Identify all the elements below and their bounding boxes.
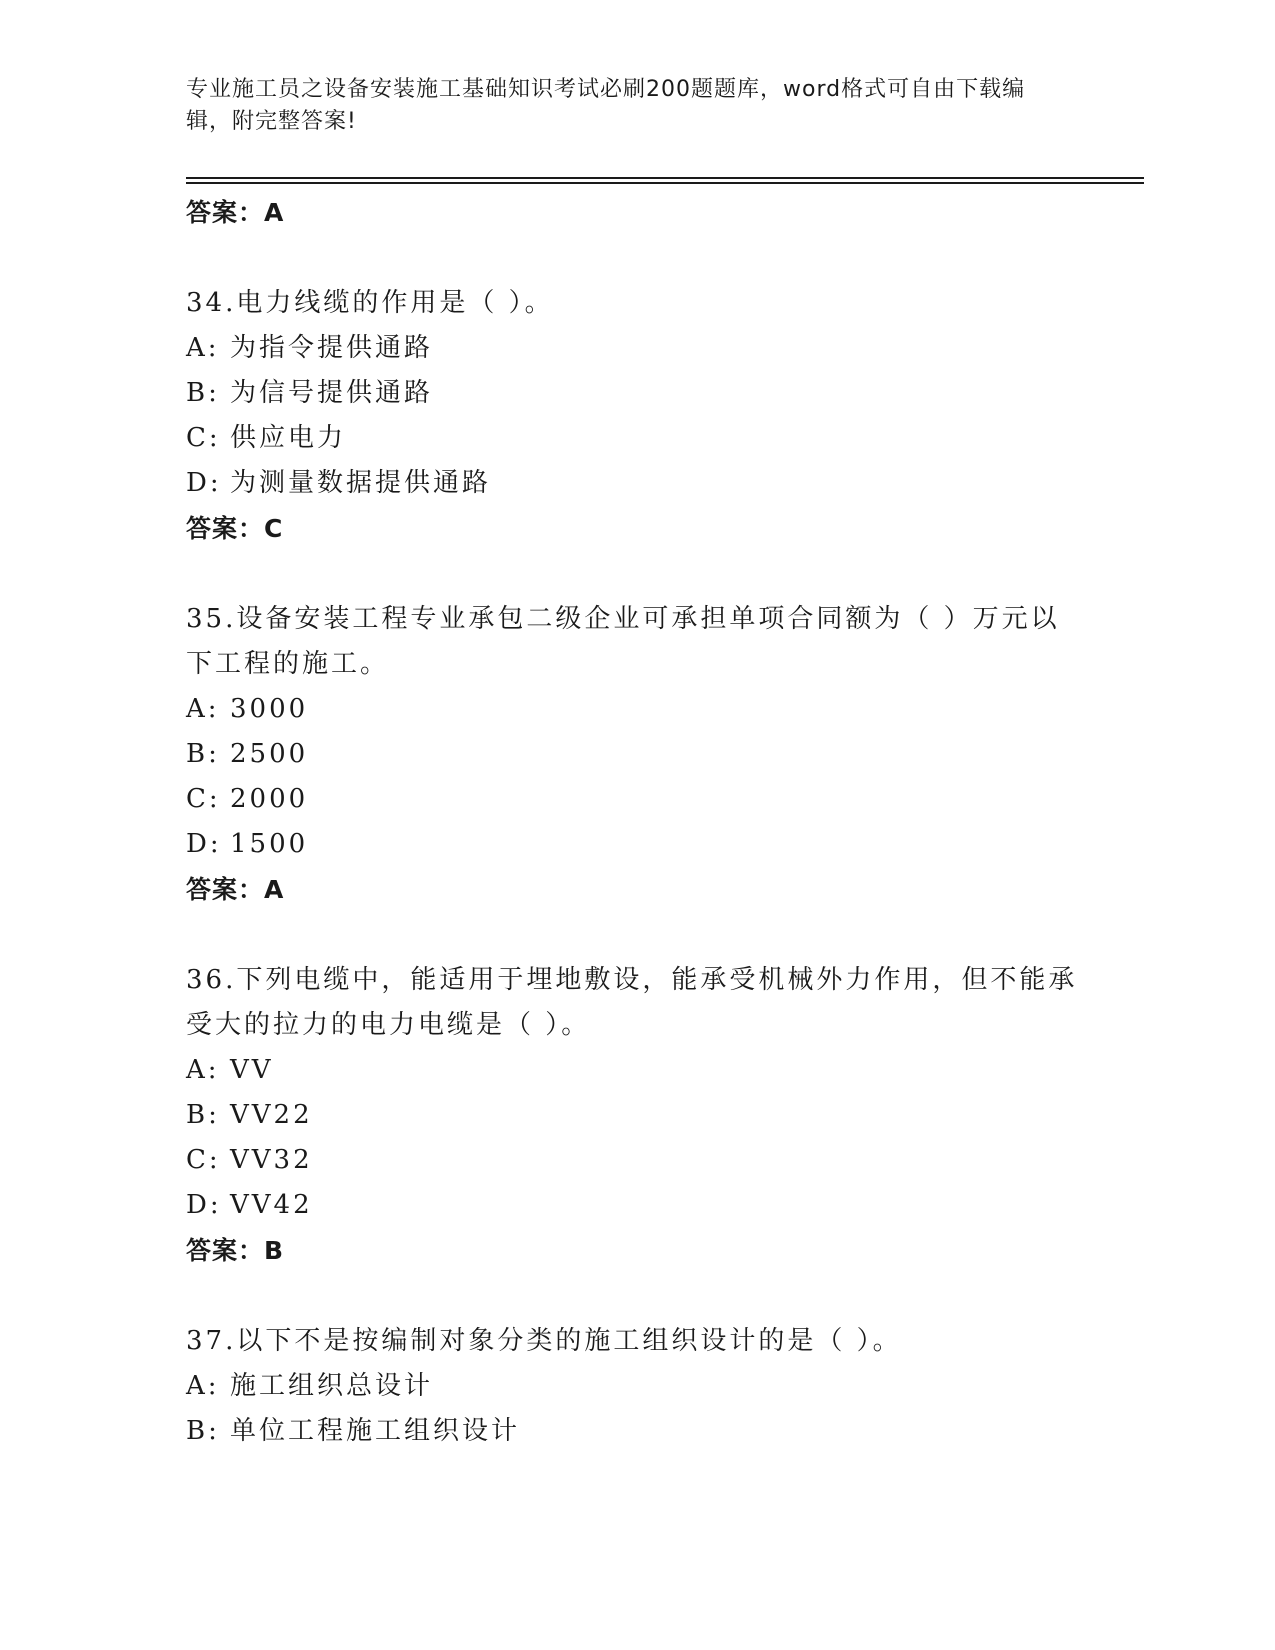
option-text: VV bbox=[230, 1055, 274, 1085]
answer-label: 答案：C bbox=[186, 514, 284, 543]
option-b bbox=[186, 1409, 1086, 1454]
option-letter: A: bbox=[186, 333, 220, 363]
option-text: 1500 bbox=[230, 829, 309, 859]
option-text: 供应电力 bbox=[230, 423, 347, 453]
option-text: VV22 bbox=[230, 1100, 313, 1130]
option-letter: B: bbox=[186, 1100, 220, 1130]
question-text: 34.电力线缆的作用是（ ）。 bbox=[186, 288, 554, 318]
option-text: 2500 bbox=[230, 739, 309, 769]
answer-label: 答案：A bbox=[186, 198, 285, 227]
option-letter: C: bbox=[186, 784, 221, 814]
option-text: 单位工程施工组织设计 bbox=[230, 1416, 521, 1446]
question-text: 37.以下不是按编制对象分类的施工组织设计的是（ ）。 bbox=[186, 1326, 902, 1356]
question-item bbox=[186, 958, 1086, 1273]
option-letter: B: bbox=[186, 1416, 220, 1446]
option-text: 为测量数据提供通路 bbox=[230, 468, 492, 498]
option-text: VV42 bbox=[230, 1190, 313, 1220]
option-d bbox=[186, 461, 1086, 506]
answer-label: 答案：B bbox=[186, 1236, 285, 1265]
option-a bbox=[186, 1048, 1086, 1093]
question-item bbox=[186, 597, 1086, 912]
option-letter: D: bbox=[186, 829, 222, 859]
header-rule-bottom bbox=[186, 182, 1144, 184]
option-letter: A: bbox=[186, 694, 220, 724]
option-text: 2000 bbox=[230, 784, 309, 814]
question-text: 35.设备安装工程专业承包二级企业可承担单项合同额为（ ）万元以下工程的施工。 bbox=[186, 604, 1060, 679]
option-letter: A: bbox=[186, 1371, 220, 1401]
option-b bbox=[186, 732, 1086, 777]
option-d bbox=[186, 822, 1086, 867]
option-c bbox=[186, 416, 1086, 461]
option-text: 施工组织总设计 bbox=[230, 1371, 434, 1401]
option-a bbox=[186, 687, 1086, 732]
answer-label: 答案：A bbox=[186, 875, 285, 904]
option-text: 为指令提供通路 bbox=[230, 333, 434, 363]
option-text: VV32 bbox=[230, 1145, 313, 1175]
header-rule-top bbox=[186, 177, 1144, 179]
option-text: 为信号提供通路 bbox=[230, 378, 434, 408]
option-b bbox=[186, 1093, 1086, 1138]
option-text: 3000 bbox=[230, 694, 309, 724]
option-c bbox=[186, 777, 1086, 822]
option-letter: B: bbox=[186, 378, 220, 408]
question-item bbox=[186, 281, 1086, 551]
option-letter: D: bbox=[186, 468, 222, 498]
option-d bbox=[186, 1183, 1086, 1228]
option-a bbox=[186, 326, 1086, 371]
question-item bbox=[186, 1319, 1086, 1454]
question-text: 36.下列电缆中，能适用于埋地敷设，能承受机械外力作用，但不能承受大的拉力的电力电缆是（ ）。 bbox=[186, 965, 1078, 1040]
option-letter: B: bbox=[186, 739, 220, 769]
option-letter: C: bbox=[186, 423, 221, 453]
option-letter: C: bbox=[186, 1145, 221, 1175]
option-c bbox=[186, 1138, 1086, 1183]
option-letter: D: bbox=[186, 1190, 222, 1220]
option-letter: A: bbox=[186, 1055, 220, 1085]
document-header: 专业施工员之设备安装施工基础知识考试必刷200题题库，word格式可自由下载编辑，附完整答案! bbox=[186, 77, 1026, 134]
option-b bbox=[186, 371, 1086, 416]
question-list bbox=[186, 190, 1086, 1454]
option-a bbox=[186, 1364, 1086, 1409]
